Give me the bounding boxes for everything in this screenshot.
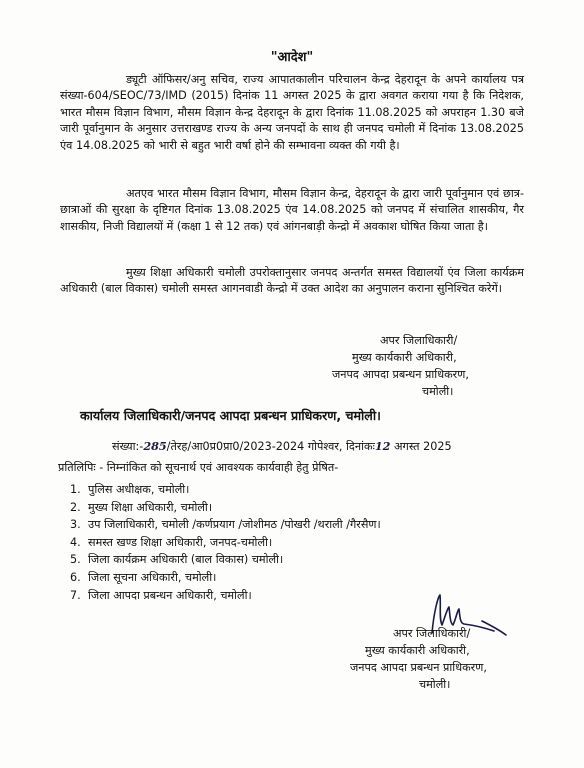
signature-block-top — [332, 332, 469, 400]
signature-block-bottom — [350, 625, 487, 693]
signatory-role: मुख्य कार्यकारी अधिकारी, — [352, 351, 457, 364]
list-item: 6. जिला सूचना अधिकारी, चमोली। — [70, 570, 217, 584]
list-item: 3. उप जिलाधिकारी, चमोली /कर्णप्रयाग /जोशीमठ /पोखरी /थराली /गैरसैण। — [70, 518, 381, 532]
list-item: 1. पुलिस अधीक्षक, चमोली। — [70, 483, 190, 496]
reference-number: 285 — [143, 439, 167, 453]
copy-recipient-list — [70, 481, 381, 604]
signatory-authority: जनपद आपदा प्रबन्धन प्राधिकरण, — [332, 368, 469, 381]
signatory-district: चमोली। — [422, 385, 454, 398]
signatory-district: चमोली। — [419, 678, 451, 691]
signatory-authority: जनपद आपदा प्रबन्धन प्राधिकरण, — [350, 661, 487, 674]
list-item: 7. जिला आपदा प्रबन्धन अधिकारी, चमोली। — [70, 588, 252, 602]
reference-middle: /तेरह/आ0प्र0प्रा0/2023-2024 गोपेश्वर, दिनांकः — [166, 440, 375, 453]
reference-prefix: संख्या:- — [112, 440, 144, 453]
list-item: 5. जिला कार्यक्रम अधिकारी (बाल विकास) चमोली। — [70, 553, 284, 567]
list-item: 2. मुख्य शिक्षा अधिकारी, चमोली। — [70, 500, 213, 514]
order-paragraph-2: अतएव भारत मौसम विज्ञान विभाग, मौसम विज्ञान केन्द्र, देहरादून के द्वारा जारी पूर्वानुमान एवं छात्र-छात्राओं की सुरक्षा के दृष्टिगत दिनांक 13.08.2025 एंव 14.08.2025 को जनपद में संचालित शासकीय, गैर शासकीय, निजी विद्यालयों में (कक्षा 1 से 12 तक) एवं आंगनबाड़ी केन्द्रो में अवकाश घोषित किया जाता है। — [60, 187, 524, 233]
reference-day: 12 — [374, 439, 391, 453]
copy-intro: प्रतिलिपिः - निम्नांकित को सूचनार्थ एवं आवश्यक कार्यवाही हेतु प्रेषित- — [58, 461, 339, 474]
signatory-designation: अपर जिलाधिकारी/ — [393, 627, 471, 640]
reference-suffix: अगस्त 2025 — [393, 440, 452, 453]
reference-line — [112, 439, 452, 454]
signatory-designation: अपर जिलाधिकारी/ — [380, 334, 458, 347]
signatory-role: मुख्य कार्यकारी अधिकारी, — [365, 644, 470, 657]
office-heading: कार्यालय जिलाधिकारी/जनपद आपदा प्रबन्धन प्राधिकरण, चमोली। — [80, 408, 381, 423]
order-paragraph-3: मुख्य शिक्षा अधिकारी चमोली उपरोक्तानुसार जनपद अन्तर्गत समस्त विद्यालयों एंव जिला कार्यक्रम अधिकारी (बाल विकास) चमोली समस्त आगनवाडी केन्द्रो में उक्त आदेश का अनुपालन कराना सुनिश्चित करेगें। — [60, 266, 524, 296]
order-title: "आदेश" — [270, 50, 314, 65]
list-item: 4. समस्त खण्ड शिक्षा अधिकारी, जनपद-चमोली। — [70, 535, 273, 549]
order-paragraph-1: ड्यूटी ऑफिसर/अनु सचिव, राज्य आपातकालीन परिचालन केन्द्र देहरादून के अपने कार्यालय पत्र संख्या-604/SEOC/73/IMD (2015) दिनांक 11 अगस्त 2025 के द्वारा अवगत कराया गया है कि निदेशक, भारत मौसम विज्ञान विभाग, मौसम विज्ञान केन्द्र देहरादून के द्वारा दिनांक 11.08.2025 को अपराहन 1.30 बजे जारी पूर्वानुमान के अनुसार उत्तराखण्ड राज्य के अन्य जनपदों के साथ ही जनपद चमोली में दिनांक 13.08.2025 एंव 14.08.2025 को भारी से बहुत भारी वर्षा होने की सम्भावना व्यक्त की गयी है। — [60, 73, 524, 152]
